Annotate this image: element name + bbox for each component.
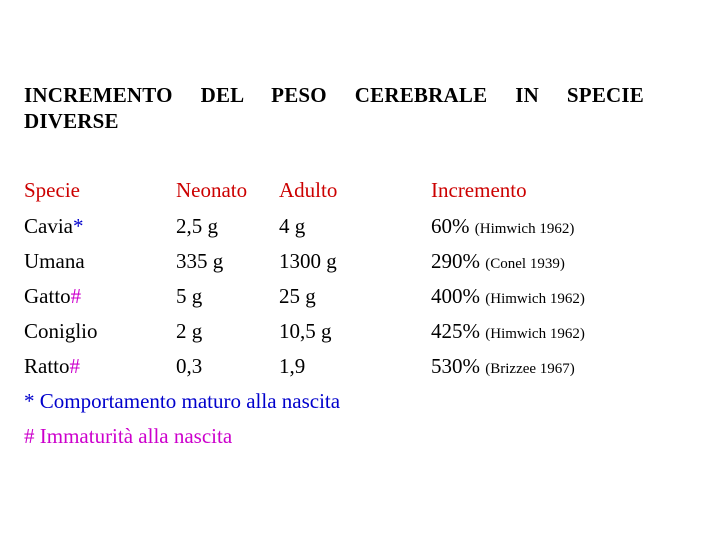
incremento-cell	[431, 282, 585, 313]
species-name: Ratto	[24, 354, 70, 378]
neonato-cell: 2 g	[176, 319, 203, 343]
reference: (Himwich 1962)	[474, 221, 575, 237]
species-cell	[24, 282, 81, 310]
species-name: Gatto	[24, 284, 71, 308]
incremento-value: 400%	[431, 284, 480, 308]
header-neonato: Neonato	[176, 178, 248, 202]
incremento-value: 290%	[431, 249, 480, 273]
incremento-value: 530%	[431, 354, 480, 378]
species-mark: #	[70, 284, 82, 308]
adulto-cell: 25 g	[279, 284, 316, 308]
incremento-cell	[431, 247, 565, 278]
adulto-cell: 4 g	[279, 214, 306, 238]
incremento-cell	[431, 212, 574, 243]
species-cell	[24, 317, 98, 345]
header-specie: Specie	[24, 178, 80, 202]
reference: (Himwich 1962)	[485, 326, 585, 342]
header-incremento: Incremento	[431, 178, 527, 202]
reference: (Himwich 1962)	[485, 291, 585, 307]
neonato-cell: 335 g	[176, 249, 224, 273]
adulto-cell: 1300 g	[279, 249, 337, 273]
incremento-value: 60%	[431, 214, 470, 238]
note-immaturity: # Immaturità alla nascita	[24, 424, 233, 448]
neonato-cell: 5 g	[176, 284, 203, 308]
species-name: Cavia	[24, 214, 73, 238]
species-cell	[24, 247, 85, 275]
species-mark: *	[72, 214, 84, 238]
neonato-cell: 0,3	[176, 354, 203, 378]
neonato-cell: 2,5 g	[176, 214, 218, 238]
incremento-cell	[431, 352, 575, 383]
reference: (Brizzee 1967)	[485, 361, 575, 377]
species-cell	[24, 212, 83, 240]
incremento-value: 425%	[431, 319, 480, 343]
adulto-cell: 10,5 g	[279, 319, 332, 343]
species-name: Coniglio	[24, 319, 98, 343]
species-mark: #	[69, 354, 80, 378]
adulto-cell: 1,9	[279, 354, 306, 378]
header-adulto: Adulto	[279, 178, 338, 202]
note-mature-behavior: * Comportamento maturo alla nascita	[24, 389, 341, 413]
incremento-cell	[431, 317, 585, 348]
slide-title: INCREMENTO DEL PESO CEREBRALE IN SPECIE DIVERSE	[24, 83, 644, 133]
reference: (Conel 1939)	[485, 256, 565, 272]
species-name: Umana	[24, 249, 85, 273]
species-cell	[24, 352, 80, 380]
